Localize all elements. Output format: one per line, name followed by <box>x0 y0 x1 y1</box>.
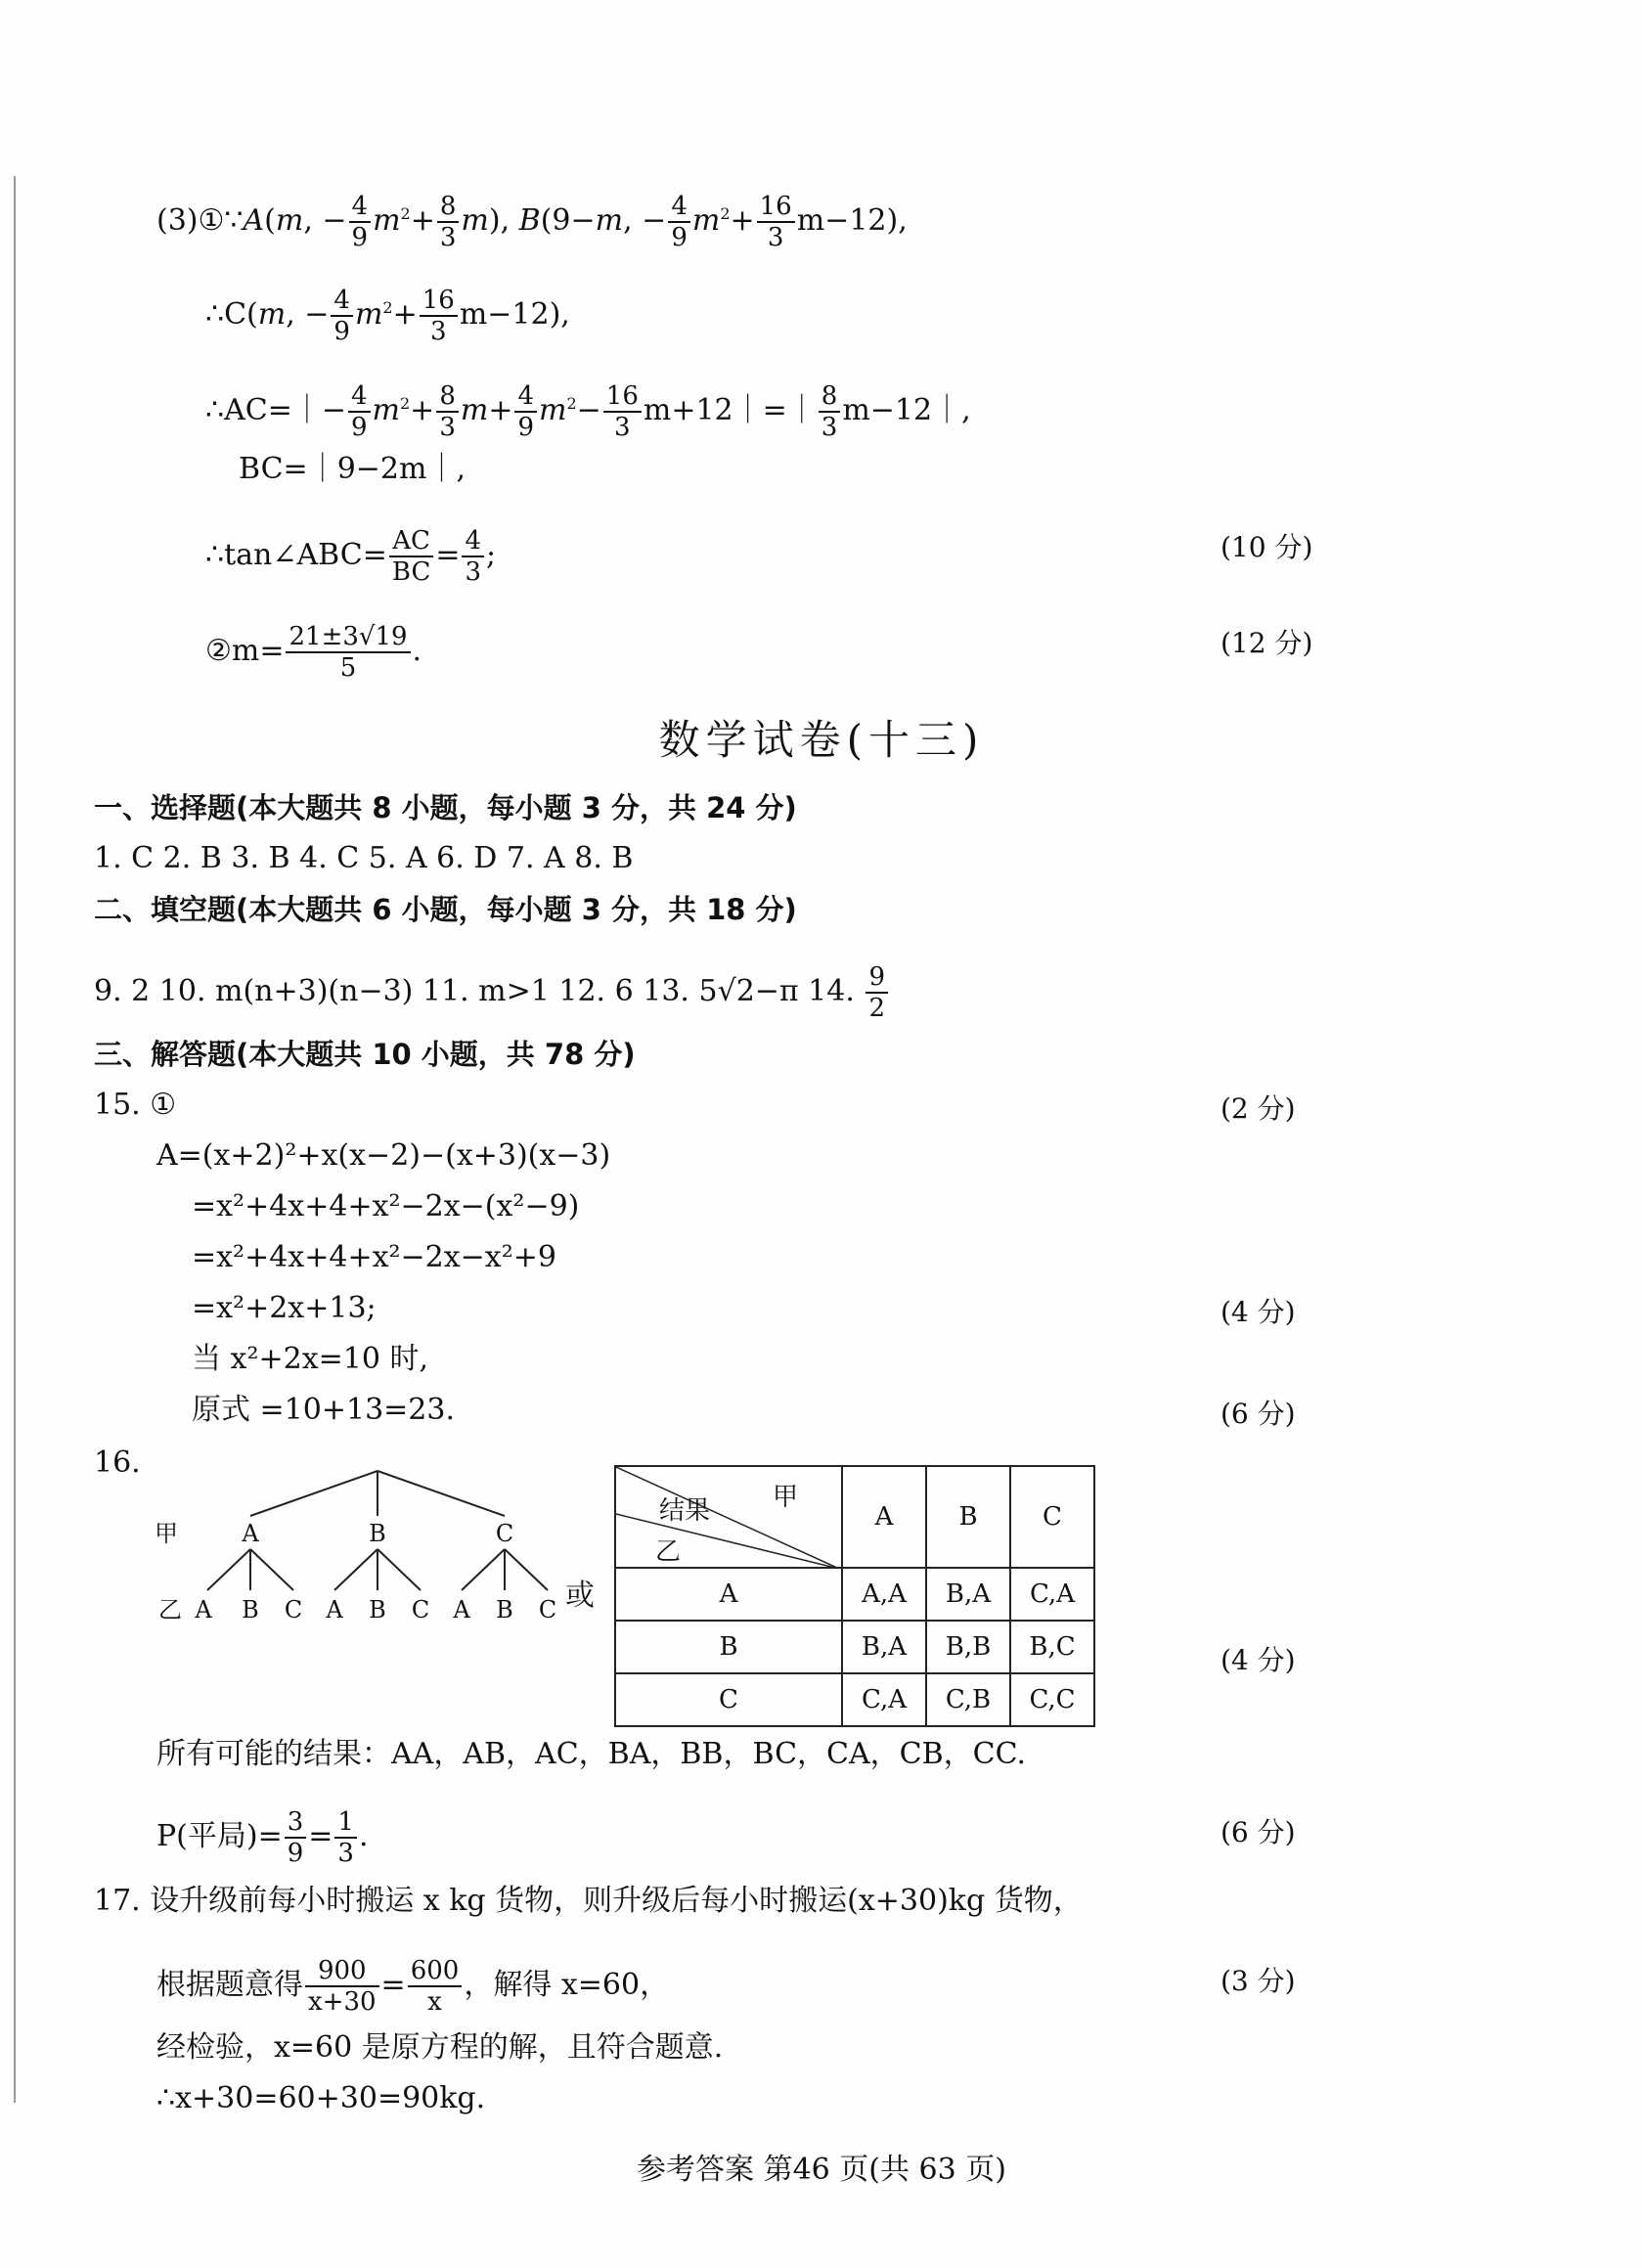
q15-l2: =x²+4x+4+x²−2x−(x²−9) <box>192 1189 580 1223</box>
row-header: A <box>615 1568 842 1621</box>
table-cell: B,A <box>842 1621 926 1673</box>
table-cell: C,A <box>1010 1568 1094 1621</box>
tree-root-label: 甲 <box>155 1520 178 1547</box>
sec3-m: ②m= $\frac{21\pm 3√19}{5}$ . <box>205 622 422 683</box>
q16-prob: P(平局)= $\frac{3}{9}$ = $\frac{1}{3}$ . <box>156 1807 369 1868</box>
table-cell: C,C <box>1010 1673 1094 1726</box>
q17-l1: 17. 设升级前每小时搬运 x kg 货物，则升级后每小时搬运(x+30)kg 货物， <box>94 1884 1083 1918</box>
q15-num: 15. ① <box>94 1088 177 1122</box>
table-cell: B,A <box>926 1568 1010 1621</box>
q17-score3: (3 分) <box>1221 1965 1296 1997</box>
sec3-line3: ∴AC=｜− $\frac{4}{9}$ $m^2+$ $\frac{8}{3}$ m+ $\frac{4}{9}$ $m^2-$ $\frac{16}{3}$ m+12｜=｜ $\frac{8}{3}$ m−12｜, <box>205 381 971 442</box>
row-header: B <box>615 1621 842 1673</box>
q17-l2: 根据题意得 $\frac{900}{x+30}$ = $\frac{600}{x}$ ，解得 x=60， <box>156 1956 670 2017</box>
q15-l1: A=(x+2)²+x(x−2)−(x+3)(x−3) <box>156 1138 611 1173</box>
score-10: (10 分) <box>1221 531 1313 563</box>
tree-diagram <box>147 1461 597 1627</box>
table-cell: B,C <box>1010 1621 1094 1673</box>
page-title: 数学试卷(十三) <box>658 716 985 764</box>
sec3-tan: ∴tan∠ABC= $\frac{AC}{BC}$ = $\frac{4}{3}$ ; <box>205 526 497 587</box>
tree-leaf: B <box>242 1596 259 1623</box>
q16-all: 所有可能的结果：AA，AB，AC，BA，BB，BC，CA，CB，CC. <box>156 1737 1027 1771</box>
part1-heading: 一、选择题(本大题共 8 小题，每小题 3 分，共 24 分) <box>94 791 797 824</box>
margin-line <box>14 176 16 2103</box>
table-cell: C,B <box>926 1673 1010 1726</box>
q16-score4: (4 分) <box>1221 1644 1296 1676</box>
col-header: C <box>1010 1466 1094 1568</box>
tree-branch: B <box>369 1520 386 1547</box>
tree-leaf: C <box>411 1596 430 1623</box>
q15-score4: (4 分) <box>1221 1296 1296 1328</box>
q15-l5: 当 x²+2x=10 时, <box>192 1342 429 1376</box>
table-cell: C,A <box>842 1673 926 1726</box>
sec3-bc: BC=｜9−2m｜, <box>239 452 466 486</box>
tree-leaf: A <box>195 1596 212 1623</box>
tree-branch: C <box>495 1520 514 1547</box>
row-header: C <box>615 1673 842 1726</box>
q17-l3: 经检验，x=60 是原方程的解，且符合题意. <box>156 2030 724 2065</box>
col-header: A <box>842 1466 926 1568</box>
tree-leaf-label: 乙 <box>158 1596 182 1623</box>
sec3-line2: ∴C(m, − $\frac{4}{9}$ $m^2+$ $\frac{16}{3}$ m−12), <box>205 286 570 346</box>
table-cell: A,A <box>842 1568 926 1621</box>
q15-l3: =x²+4x+4+x²−2x−x²+9 <box>192 1240 556 1274</box>
or-label: 或 <box>565 1579 595 1613</box>
part3-heading: 三、解答题(本大题共 10 小题，共 78 分) <box>94 1038 636 1071</box>
part1-answers: 1. C 2. B 3. B 4. C 5. A 6. D 7. A 8. B <box>94 841 634 875</box>
tree-leaf: A <box>453 1596 470 1623</box>
sec3-line1: (3)①∵A(m, − $\frac{4}{9}$ $m^2+$ $\frac{8}{3}$ m), B(9−m, − $\frac{4}{9}$ $m^2+$ $\frac{16}{3}$ m−12), <box>156 192 908 252</box>
tree-leaf: B <box>496 1596 513 1623</box>
q17-l4: ∴x+30=60+30=90kg. <box>156 2081 486 2115</box>
q16-score6: (6 分) <box>1221 1816 1296 1848</box>
part2-answers: 9. 2 10. m(n+3)(n−3) 11. m>1 12. 6 13. 5√2−π 14. $\frac{9}{2}$ <box>94 962 890 1023</box>
tree-leaf: A <box>326 1596 343 1623</box>
tree-leaf: C <box>538 1596 557 1623</box>
result-table <box>614 1465 1095 1727</box>
q15-l6: 原式 =10+13=23. <box>192 1393 456 1427</box>
table-cell: B,B <box>926 1621 1010 1673</box>
tree-branch: A <box>242 1520 259 1547</box>
col-header: B <box>926 1466 1010 1568</box>
part2-heading: 二、填空题(本大题共 6 小题，每小题 3 分，共 18 分) <box>94 893 797 926</box>
tree-leaf: B <box>369 1596 386 1623</box>
score-12: (12 分) <box>1221 627 1313 659</box>
table-corner: 甲 结果 乙 <box>615 1466 842 1568</box>
tree-leaf: C <box>284 1596 303 1623</box>
q16-num: 16. <box>94 1445 141 1480</box>
q15-score6: (6 分) <box>1221 1398 1296 1430</box>
page-footer: 参考答案 第46 页(共 63 页) <box>637 2153 1006 2187</box>
q15-score2: (2 分) <box>1221 1092 1296 1125</box>
q15-l4: =x²+2x+13; <box>192 1291 377 1325</box>
